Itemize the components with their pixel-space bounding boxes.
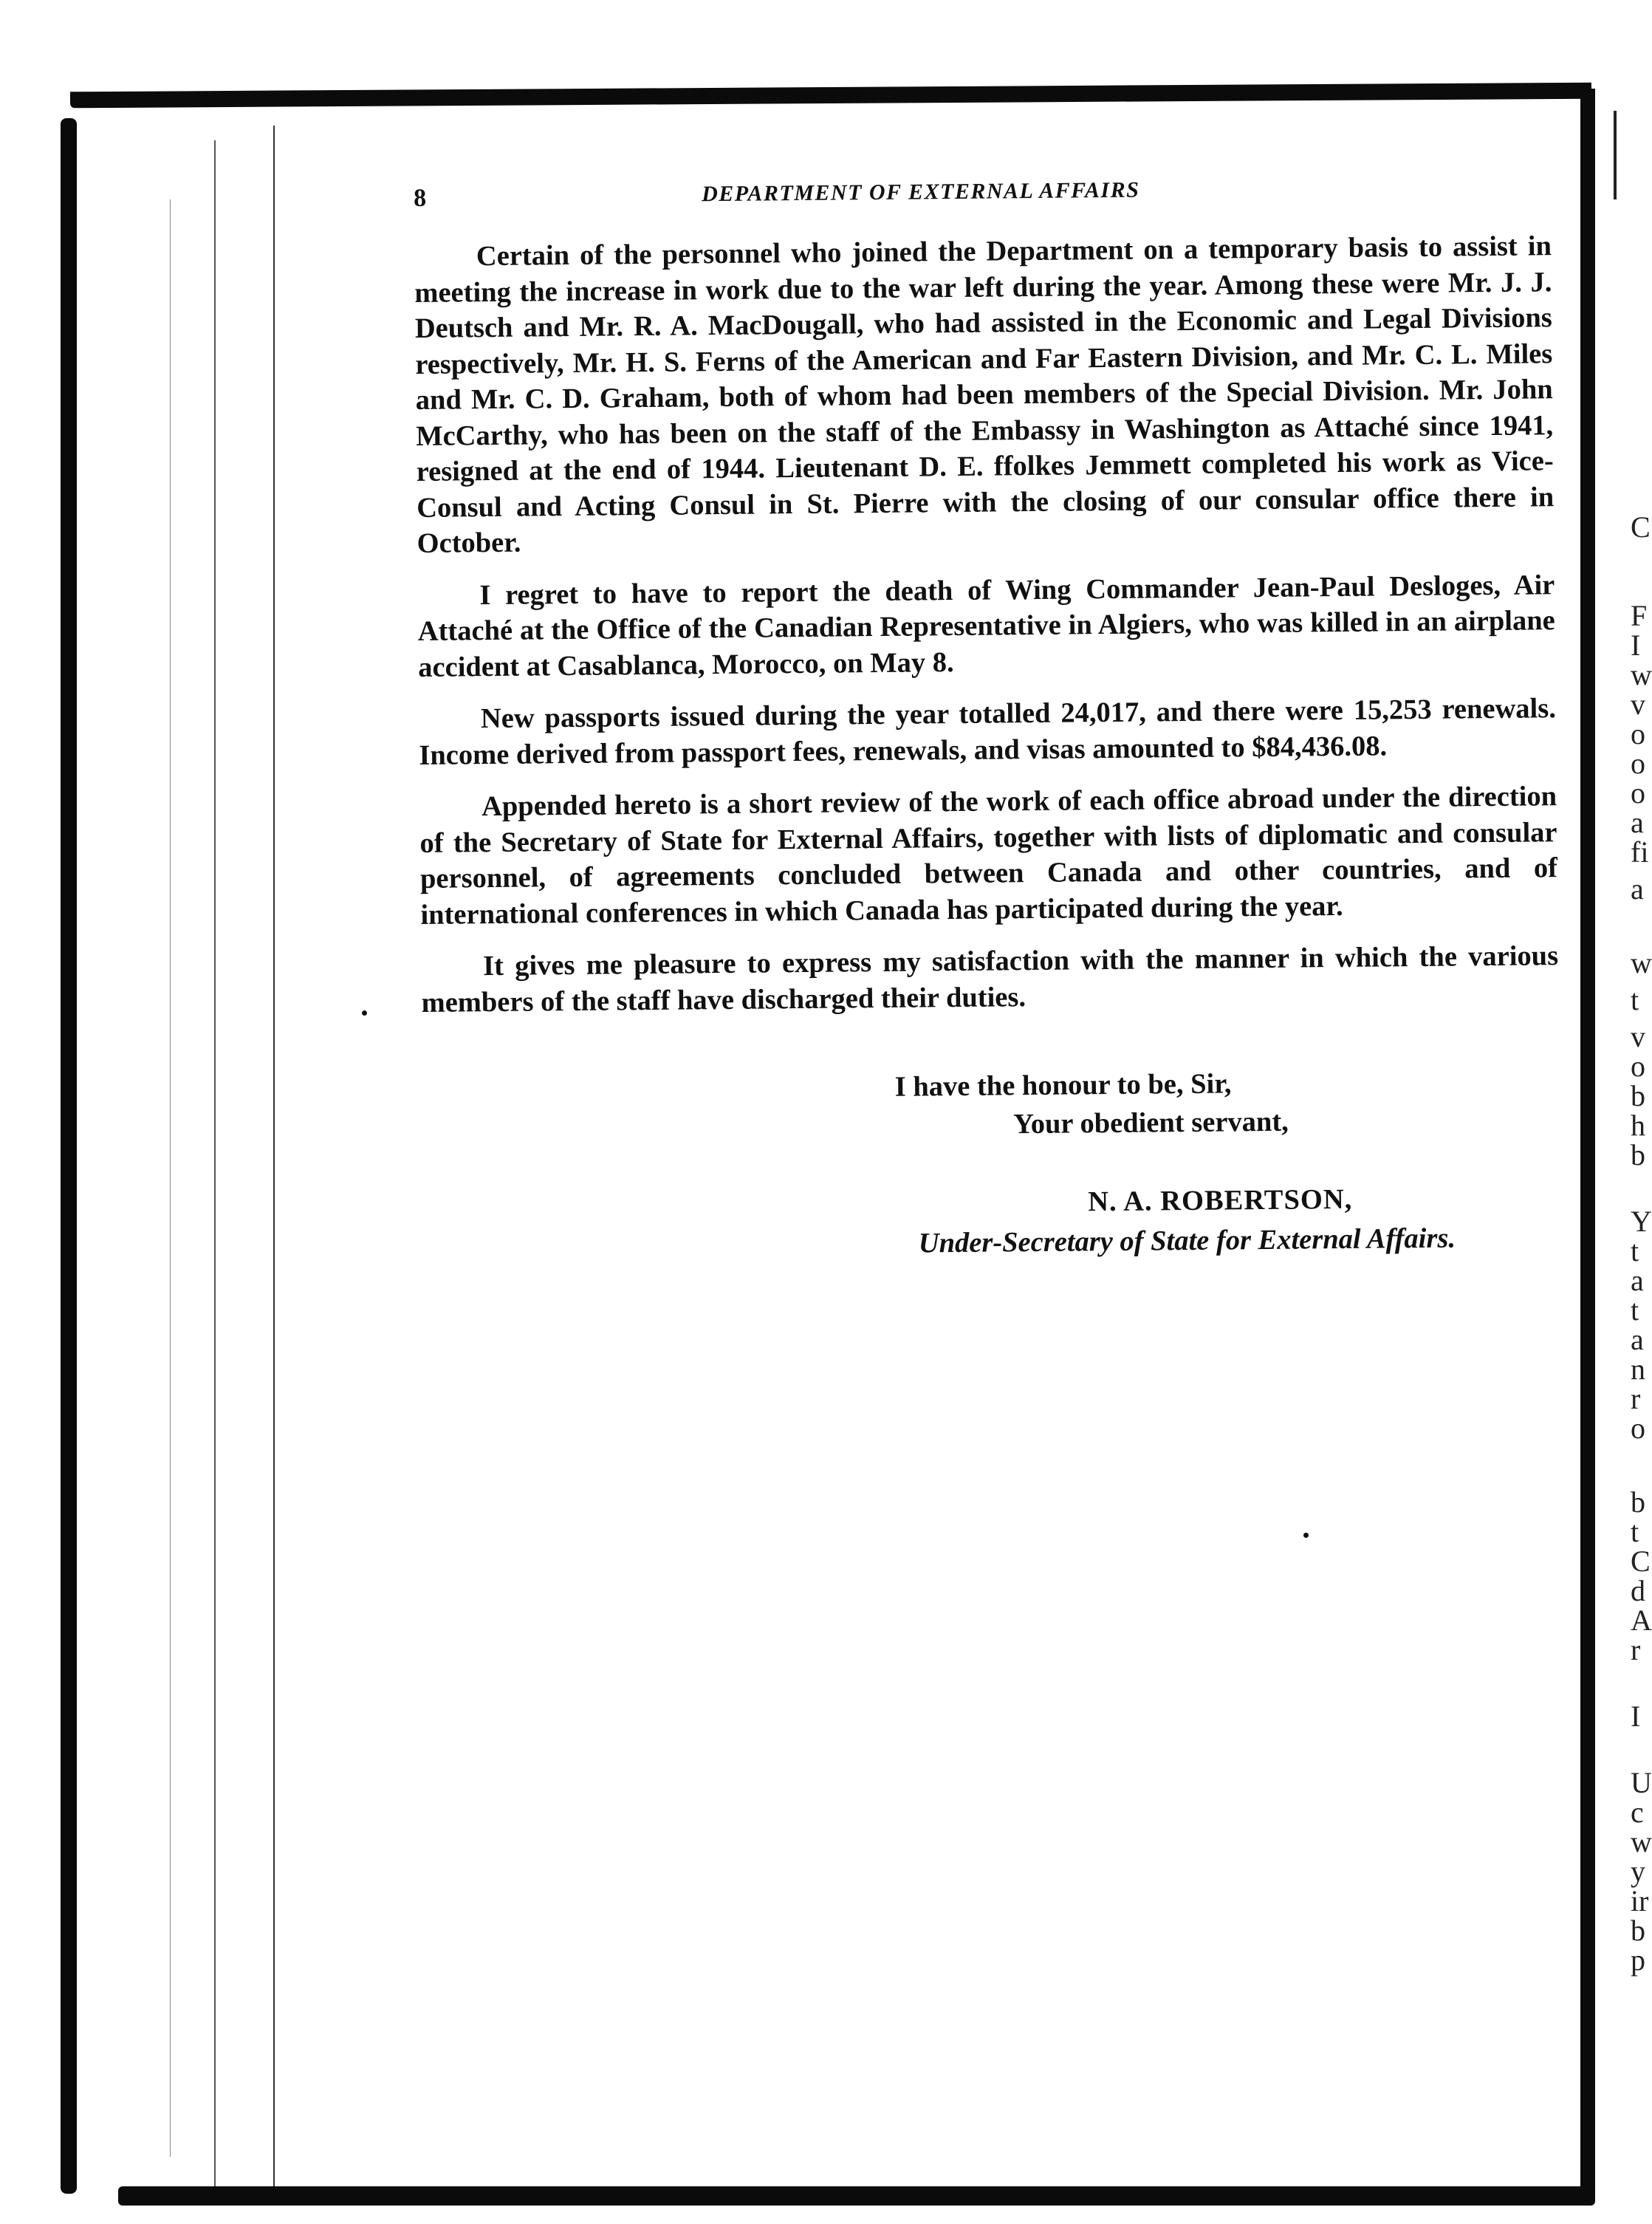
adjacent-page-letter: n — [1631, 1352, 1645, 1386]
margin-rule — [170, 199, 171, 2157]
adjacent-page-letter: h — [1631, 1109, 1645, 1142]
adjacent-page-letter: v — [1631, 1020, 1645, 1053]
running-head — [414, 174, 1551, 222]
adjacent-page-letter: r — [1631, 1633, 1641, 1666]
adjacent-page-letter: b — [1631, 1079, 1645, 1112]
adjacent-page-letter: v — [1631, 688, 1645, 721]
adjacent-page-letter: U — [1631, 1766, 1652, 1799]
adjacent-page-letter: t — [1631, 1234, 1639, 1267]
body-paragraph: It gives me pleasure to express my satisfaction with the manner in which the various members of the staff have discharged their duties. — [421, 940, 1559, 1019]
adjacent-page-letter: t — [1631, 1293, 1639, 1327]
scan-speck — [1303, 1533, 1309, 1538]
adjacent-page-letter: I — [1631, 1700, 1641, 1733]
page-header-title: DEPARTMENT OF EXTERNAL AFFAIRS — [701, 177, 1140, 207]
adjacent-page-letter: t — [1631, 1515, 1639, 1548]
adjacent-page-letter: w — [1631, 658, 1652, 691]
adjacent-page-letter: b — [1631, 1138, 1645, 1171]
closing-block — [422, 1061, 1560, 1149]
adjacent-page-letter: a — [1631, 1323, 1644, 1356]
binding-edge-bottom — [118, 2186, 1595, 2206]
adjacent-page-letter: a — [1631, 1264, 1644, 1297]
adjacent-page-letter: A — [1631, 1604, 1652, 1637]
body-paragraph: Certain of the personnel who joined the Department on a temporary basis to assist in meeting the increase in work due to the war left during the year. Among these were Mr. J. J. Deutsch and Mr. R. A. MacDougall, who had assisted in the Economic and Legal Divisions respectively, Mr. H. S. Ferns of the American and Far Eastern Division, and Mr. C. L. Miles and Mr. C. D. Graham, both of whom had been members of the Special Division. Mr. John McCarthy, who has been on the staff of the Embassy in Washington as Attaché since 1941, resigned at the end of 1944. Lieutenant D. E. ffolkes Jemmett completed his work as Vice-Consul and Acting Consul in St. Pierre with the closing of our consular office there in October. — [414, 230, 1555, 559]
closing-line: Your obedient servant, — [1013, 1106, 1289, 1140]
adjacent-page-letter: w — [1631, 946, 1652, 979]
binding-edge-right — [1580, 89, 1595, 2201]
adjacent-page-letter: o — [1631, 747, 1645, 780]
adjacent-page-letter: I — [1631, 629, 1641, 662]
adjacent-page-letter: o — [1631, 717, 1645, 750]
adjacent-page-letter: p — [1631, 1943, 1645, 1977]
margin-rule — [214, 140, 216, 2186]
page-number: 8 — [414, 184, 427, 212]
adjacent-page-strip — [1595, 96, 1652, 2194]
adjacent-page-letter: t — [1631, 983, 1639, 1016]
adjacent-page-letter: b — [1631, 1914, 1645, 1947]
adjacent-page-letter: C — [1631, 510, 1651, 544]
signature-name: N. A. ROBERTSON, — [1088, 1183, 1353, 1218]
adjacent-page-letter: o — [1631, 776, 1645, 810]
scan-speck — [362, 1010, 367, 1016]
margin-rule — [273, 126, 275, 2186]
adjacent-page-letter: w — [1631, 1825, 1652, 1858]
adjacent-page-letter: d — [1631, 1574, 1645, 1607]
adjacent-page-letter: y — [1631, 1855, 1645, 1888]
adjacent-page-letter: r — [1631, 1382, 1641, 1415]
adjacent-page-letter: a — [1631, 872, 1644, 906]
body-paragraph: I regret to have to report the death of Wing Commander Jean-Paul Desloges, Air Attaché at the Office of the Canadian Representative in Algiers, who was killed in an airplane accident at Casablanca, Morocco, on May 8. — [417, 569, 1555, 683]
body-paragraph: Appended hereto is a short review of the work of each office abroad under the direction of the Secretary of State for External Affairs, together with lists of diplomatic and consular personnel, of agreements concluded between Canada and other countries, and of international conferences in which Canada has participated during the year. — [419, 781, 1558, 931]
adjacent-page-letter: C — [1631, 1544, 1651, 1578]
closing-line: I have the honour to be, Sir, — [894, 1068, 1232, 1103]
adjacent-page-letter: b — [1631, 1485, 1645, 1519]
adjacent-page-letter: a — [1631, 806, 1644, 839]
adjacent-page-letter: ir — [1631, 1884, 1649, 1917]
adjacent-page-letter: F — [1631, 599, 1648, 632]
signature-title: Under-Secretary of State for External Affairs. — [918, 1222, 1456, 1259]
adjacent-page-letter: o — [1631, 1050, 1645, 1083]
adjacent-page-letter: c — [1631, 1796, 1644, 1829]
adjacent-page-letter: fi — [1631, 835, 1649, 869]
page-content — [414, 174, 1561, 1265]
adjacent-page-letter: o — [1631, 1412, 1645, 1445]
adjacent-page-letter: Y — [1631, 1205, 1652, 1238]
binding-edge-left — [61, 118, 77, 2194]
body-paragraph: New passports issued during the year totalled 24,017, and there were 15,253 renewals. Income derived from passport fees, renewals, and visas amounted to $84,436.08. — [419, 693, 1557, 771]
binding-edge-top — [70, 83, 1591, 109]
